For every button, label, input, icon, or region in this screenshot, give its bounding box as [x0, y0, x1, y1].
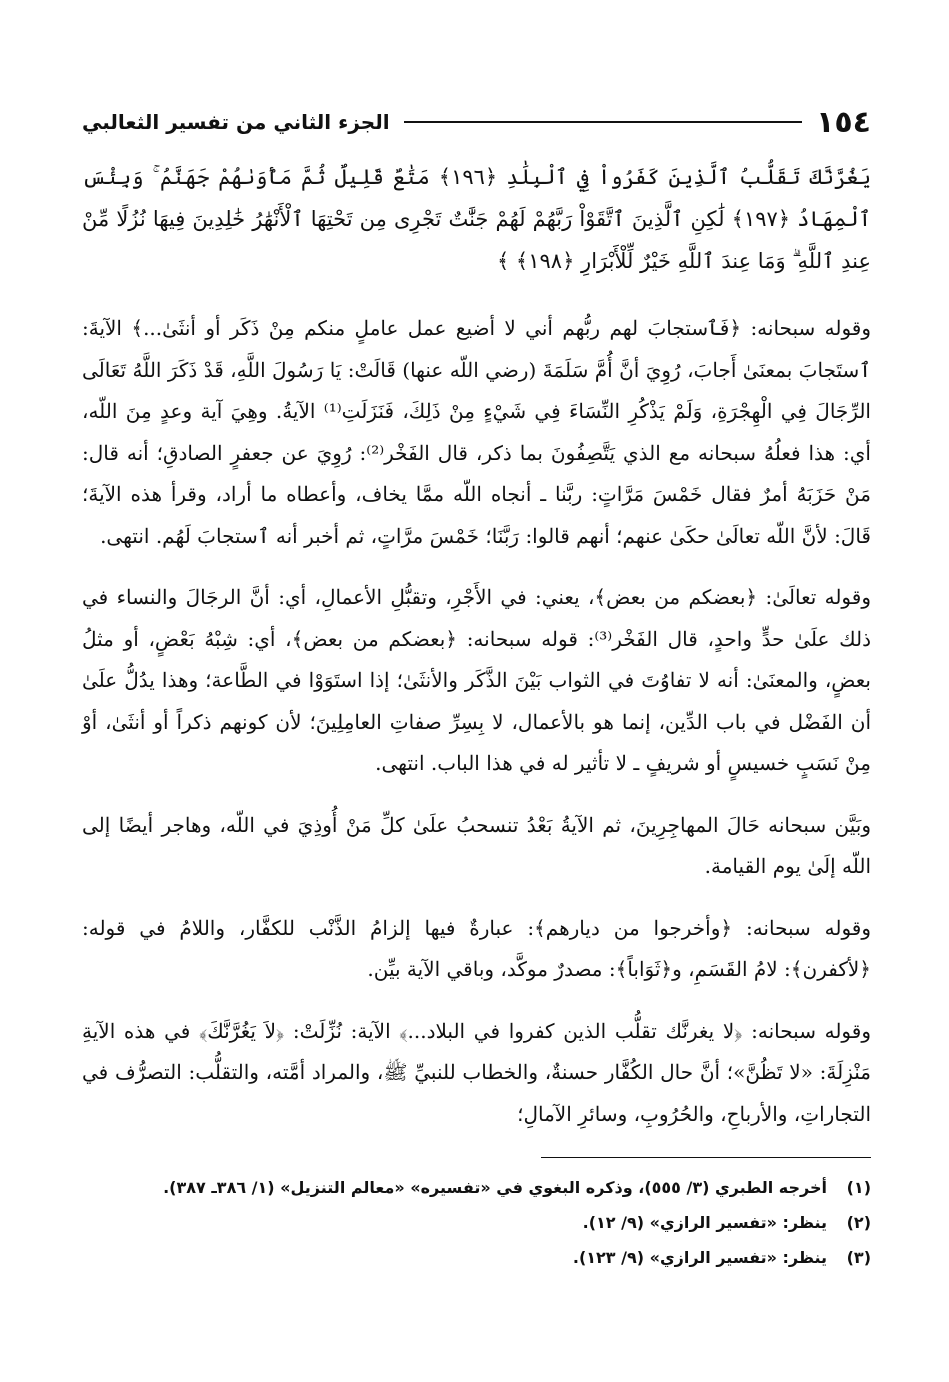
footnote	[82, 1240, 871, 1275]
paragraph: وبَيَّن سبحانه حَالَ المهاجِرِينَ، ثم الآيةُ بَعْدُ تنسحبُ علَىٰ كلِّ مَنْ أُوذِيَ في اللّه، وهاجر أيضًا إلى اللّه إلَىٰ يوم القيامة.	[82, 812, 871, 878]
footnote-number: (٢)	[846, 1213, 871, 1232]
paragraph: وقوله سبحانه: ﴿فَٱستجابَ لهم ربُّهم أني لا أضيع عمل عاملٍ منكم مِنْ ذَكَر أو أنثَىٰ...﴾ الآيةَ: ٱستَجابَ بمعنَىٰ أَجابَ، رُوِيَ أنَّ أُمَّ سَلَمَةَ (رضي اللّه عنها) قَالَتْ: يَا رَسُولَ اللَّهِ، قَدْ ذَكَرَ اللَّهُ تَعَالَى الرِّجَالَ فِي الْهِجْرَةِ، وَلَمْ يَذْكُرِ النِّسَاءَ فِي شَيْءٍ مِنْ ذَلِكَ، فَنَزَلَتِ⁽¹⁾ الآيةُ. وهِيَ آية وعدٍ مِنَ اللّه، أي: هذا فعلُهُ سبحانه مع الذي يَتَّصِفُونَ بما ذكر، قال الفَخْر⁽²⁾: رُوِيَ عن جعفرٍ الصادقِ؛ أنه قال: مَنْ حَزَبَهُ أمرٌ فقال خَمْسَ مَرَّاتٍ: ربَّنا ـ أنجاه اللّه ممَّا يخاف، وأعطاه ما أراد، وقرأ هذه الآيةَ؛ قَالَ: لأنَّ اللّه تعالَىٰ حكَىٰ عنهم؛ أنهم قالوا: رَبَّنَا؛ خَمْسَ مرَّاتٍ، ثم أخبر أنه ٱستجابَ لَهُم. انتهى.	[82, 316, 872, 548]
page-number: ١٥٤	[816, 104, 871, 140]
quran-verses: يَغُرَّنَّكَ تَقَلُّبُ ٱلَّذِينَ كَفَرُواْ فِي ٱلْبِلَٰدِ ﴿١٩٦﴾ مَتَٰعٌ قَلِيلٌ ثُمَّ مَأْوَىٰهُمْ جَهَنَّمُ ۚ وَبِئْسَ ٱلْمِهَادُ ﴿١٩٧﴾ لَٰكِنِ ٱلَّذِينَ ٱتَّقَوْاْ رَبَّهُمْ لَهُمْ جَنَّٰتٌ تَجْرِى مِن تَحْتِهَا ٱلْأَنْهَٰرُ خَٰلِدِينَ فِيهَا نُزُلًا مِّنْ عِندِ ٱللَّهِ ۗ وَمَا عِندَ ٱللَّهِ خَيْرٌ لِّلْأَبْرَارِ ﴿١٩٨﴾ ﴾	[82, 165, 872, 273]
paragraph: وقوله تعالَىٰ: ﴿بعضكم من بعض﴾، يعني: في الأَجْرِ، وتقبُّلِ الأعمالِ، أي: أنَّ الرجَالَ والنساء في ذلك علَىٰ حدٍّ واحدٍ، قال الفَخْر⁽³⁾: قوله سبحانه: ﴿بعضكم من بعض﴾، أي: شِبْهُ بَعْضٍ، أو مثلُ بعضٍ، والمعنَىٰ: أنه لا تفاوُتَ في الثواب بَيْنَ الذَّكَر والأنثَىٰ؛ إذا استَوَوْا في الطَّاعة؛ وهذا يدُلُّ علَىٰ أن الفَضْل في باب الدِّين، إنما هو بالأعمال، لا بِسِرِّ صفاتِ العامِلِينَ؛ لأن كونهم ذكراً أو أنثَىٰ، أوْ مِنْ نَسَبٍ خسيسٍ أو شريفٍ ـ لا تأثير له في هذا الباب. انتهى.	[82, 585, 871, 775]
header-rule	[404, 121, 803, 123]
footnote-separator	[541, 1157, 871, 1158]
paragraph: وقوله سبحانه: ﴿لا يغرنَّك تقلُّب الذين كفروا في البلاد...﴾ الآية: نُزِّلَتْ: ﴿لاَ يَغُرَّنَّكَ﴾ في هذه الآيةِ مَنْزِلَةَ: «لا تَظُنَّ»؛ أنَّ حال الكُفَّار حسنةٌ، والخطاب للنبيِّ ﷺ، والمراد أمَّته، والتقلُّب: التصرُّف في التجاراتِ، والأرباحِ، والحُرُوبِ، وسائرِ الآمالِ؛	[82, 1018, 871, 1126]
footnote-number: (١)	[846, 1178, 871, 1197]
footnotes	[82, 1170, 871, 1275]
paragraph: وقوله سبحانه: ﴿وأخرجوا من ديارهم﴾: عبارةٌ فيها إلزامُ الذَّنْب للكفَّار، واللامُ في قوله: ﴿لأكفرن﴾: لامُ القَسَمِ، و﴿ثَوَاباً﴾: مصدرٌ موكَّد، وباقي الآية بيِّن.	[82, 915, 871, 981]
footnote-number: (٣)	[846, 1248, 871, 1267]
running-title: الجزء الثاني من تفسير الثعالبي	[82, 110, 390, 134]
footnote-text: أخرجه الطبري (٣/ ٥٥٥)، وذكره البغوي في «تفسيره» «معالم التنزيل» (١/ ٣٨٦ـ ٣٨٧).	[163, 1178, 827, 1197]
footnote-text: ينظر: «تفسير الرازي» (٩/ ١٢).	[582, 1213, 827, 1232]
footnote	[82, 1205, 871, 1240]
footnote-text: ينظر: «تفسير الرازي» (٩/ ١٢٣).	[572, 1248, 827, 1267]
footnote	[82, 1170, 871, 1205]
page-header	[82, 100, 871, 144]
